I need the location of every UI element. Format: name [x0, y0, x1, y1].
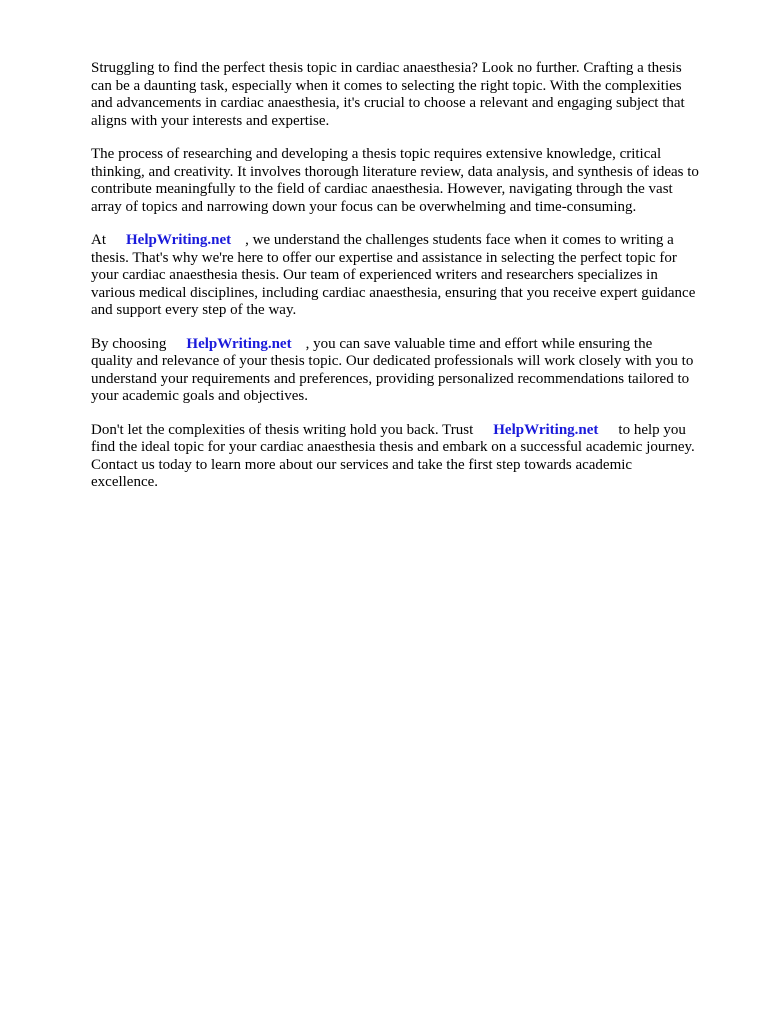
paragraph-cta [91, 422, 731, 492]
paragraph-benefits [91, 336, 731, 406]
paragraph-about-lead: At [91, 232, 106, 248]
helpwriting-link[interactable]: HelpWriting.net [186, 335, 292, 352]
paragraph-process: The process of researching and developing a thesis topic requires extensive knowledge, critical thinking, and creativity. It involves thorough literature review, data analysis, and synthesis of ideas to contribute meaningfully to the field of cardiac anaesthesia. However, navigating through the vast array of topics and narrowing down your focus can be overwhelming and time-consuming. [91, 146, 699, 215]
paragraph-cta-lead: Don't let the complexities of thesis writing hold you back. Trust [91, 421, 474, 438]
paragraph-benefits-lead: By choosing [91, 335, 167, 352]
paragraph-intro: Struggling to find the perfect thesis topic in cardiac anaesthesia? Look no further. Crafting a thesis can be a daunting task, especially when it comes to selecting the right topic. With the complexities and advancements in cardiac anaesthesia, it's crucial to choose a relevant and engaging subject that aligns with your interests and expertise. [91, 60, 685, 129]
paragraph-about [91, 232, 731, 320]
document-body [91, 60, 731, 508]
paragraph-about-rest: , we understand the challenges students face when it comes to writing a thesis. That's why we're here to offer our expertise and assistance in selecting the perfect topic for your cardiac anaesthesia thesis. Our team of experienced writers and researchers specializes in various medical disciplines, including cardiac anaesthesia, ensuring that you receive expert guidance and support every step of the way. [91, 232, 696, 318]
helpwriting-link[interactable]: HelpWriting.net [126, 232, 232, 248]
paragraph-benefits-rest: , you can save valuable time and effort while ensuring the quality and relevance of your thesis topic. Our dedicated professionals will work closely with you to understand your requirements and preferences, providing personalized recommendations tailored to your academic goals and objectives. [91, 335, 694, 404]
helpwriting-link[interactable]: HelpWriting.net [493, 421, 599, 438]
paragraph-cta-rest: to help you find the ideal topic for your cardiac anaesthesia thesis and embark on a successful academic journey. Contact us today to learn more about our services and take the first step towards academic excellence. [91, 421, 695, 490]
